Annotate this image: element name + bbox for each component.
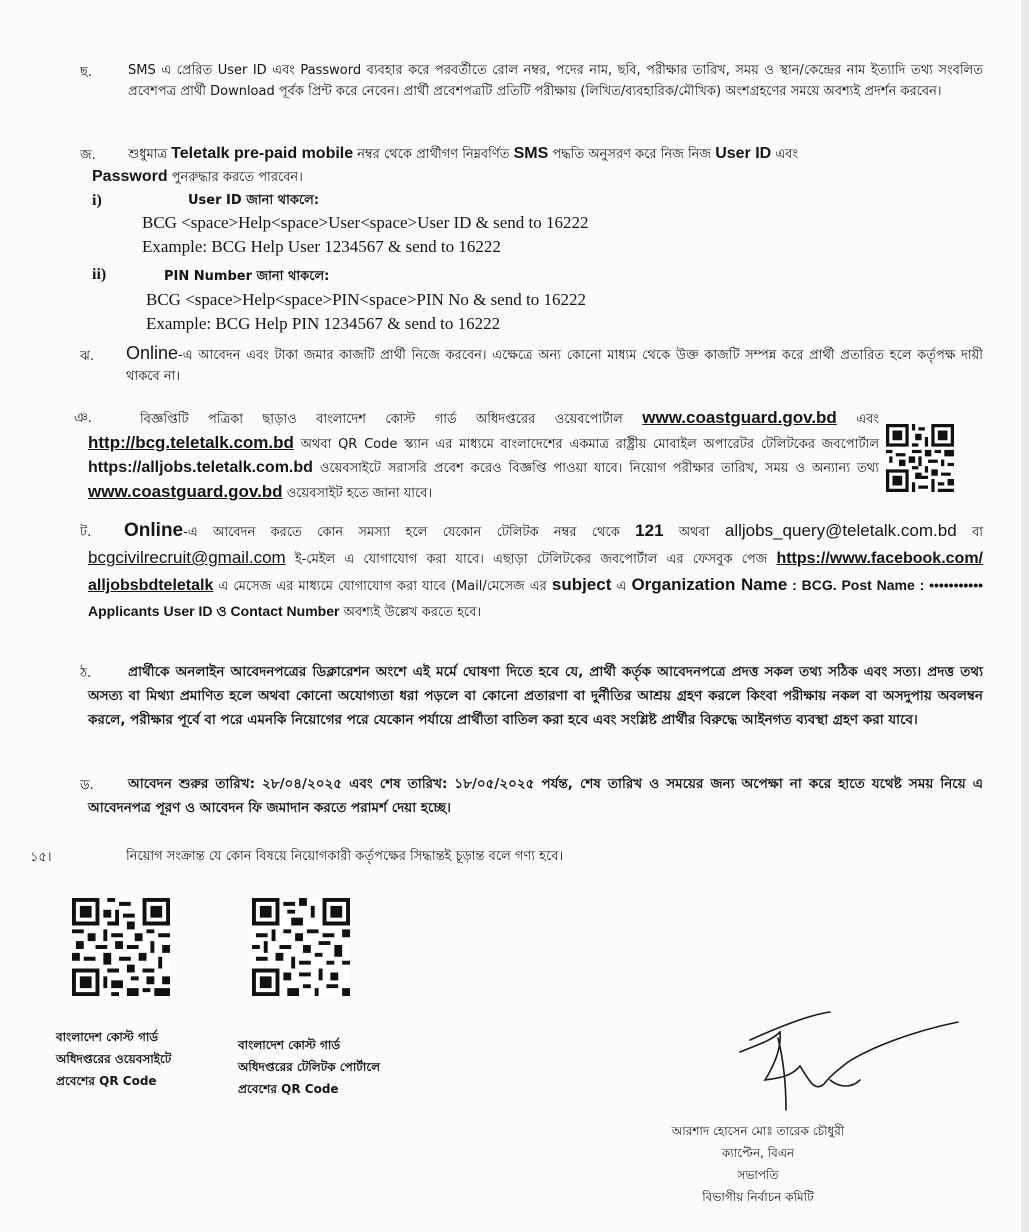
sms-example-line: Example: BCG Help PIN 1234567 & send to 16222: [146, 314, 501, 333]
qr-code-icon[interactable]: [886, 424, 954, 492]
link-bcg-teletalk[interactable]: http://bcg.teletalk.com.bd: [88, 433, 294, 452]
link-coastguard[interactable]: www.coastguard.gov.bd: [642, 408, 837, 427]
sub-marker: ii): [92, 266, 107, 283]
sub-heading: User ID জানা থাকলে:: [188, 193, 320, 208]
qr-code-icon[interactable]: [252, 898, 350, 996]
sms-format-line: BCG <space>Help<space>User<space>User ID & send to 16222: [142, 213, 589, 232]
signatory-name: আরশাদ হোসেন মোঃ তারেক চৌধুরী: [671, 1124, 845, 1138]
item-cha-text: SMS এ প্রেরিত User ID এবং Password ব্যবহার করে পরবর্তীতে রোল নম্বর, পদের নাম, ছবি, পরীক্ষার তারিখ, সময় ও স্থান/কেন্দ্রের নাম ইত্যাদি তথ্য সংবলিত প্রবেশপত্র প্রার্থী Download পূর্বক প্রিন্ট করে নেবেন। প্রার্থী প্রবেশপত্রটি প্রতিটি পরীক্ষায় (লিখিত/ব্যবহারিক/মৌখিক) অংশগ্রহণের সময়ে অবশ্যই প্রদর্শন করবেন।: [128, 63, 983, 99]
item-marker: ঠ.: [80, 666, 92, 681]
sub-heading: PIN Number জানা থাকলে:: [164, 269, 330, 284]
item-tha-text: প্রার্থীকে অনলাইন আবেদনপত্রের ডিক্লারেশন অংশে এই মর্মে ঘোষণা দিতে হবে যে, প্রার্থী কর্তৃক আবেদনপত্রে প্রদত্ত সকল তথ্য সঠিক এবং সত্য। প্রদত্ত তথ্য অসত্য বা মিথ্যা প্রমাণিত হলে অথবা কোনো অযোগ্যতা ধরা পড়লে বা কোনো প্রতারণা বা দুর্নীতির আশ্রয় গ্রহণ করলে কিংবা পরীক্ষায় নকল বা অসদুপায় অবলম্বন করলে, পরীক্ষার পূর্বে বা পরে এমনকি নিয়োগের পরে যেকোন পর্যায়ে প্রার্থীতা বাতিল করা হবে এবং সংশ্লিষ্ট প্রার্থীর বিরুদ্ধে আইনগত ব্যবস্থা গ্রহণ করা যাবে।: [88, 664, 983, 728]
signatory-committee: বিভাগীয় নির্বাচন কমিটি: [702, 1190, 814, 1204]
signatory-role: সভাপতি: [737, 1168, 779, 1182]
item-ta-text: Online-এ আবেদন করতে কোন সমস্যা হলে যেকোন টেলিটক নম্বর থেকে 121 অথবা alljobs_query@teletalk.com.bd বা bcgcivilrecruit@gmail.com ই-মেইল এ যোগাযোগ করা যাবে। এছাড়া টেলিটকের জবপোর্টাল এর ফেসবুক পেজ https://www.facebook.com/ alljobsbdteletalk এ মেসেজ এর মাধ্যমে যোগাযোগ করা যাবে (Mail/মেসেজ এর subject এ Organization Name : BCG. Post Name : ••••••••••• Applicants User ID ও Contact Number অবশ্যই উল্লেখ করতে হবে।: [88, 520, 984, 620]
qr-caption-left: বাংলাদেশ কোস্ট গার্ড অধিদপ্তরের ওয়েবসাইটে প্রবেশের QR Code: [56, 1030, 172, 1088]
item-marker: ঝ.: [80, 349, 94, 364]
item-marker: ছ.: [80, 65, 93, 80]
item-marker: ঞ.: [74, 411, 92, 426]
item-da-text: আবেদন শুরুর তারিখ: ২৮/০৪/২০২৫ এবং শেষ তারিখ: ১৮/০৫/২০২৫ পর্যন্ত, শেষ তারিখ ও সময়ের জন্য অপেক্ষা না করে হাতে যথেষ্ট সময় নিয়ে এ আবেদনপত্র পূরণ ও আবেদন ফি জমাদান করতে পরামর্শ দেয়া হচ্ছে।: [88, 776, 983, 816]
sms-format-line: BCG <space>Help<space>PIN<space>PIN No & send to 16222: [146, 290, 586, 309]
signatory-block: [598, 1120, 918, 1208]
sub-marker: i): [92, 192, 102, 209]
sms-example-line: Example: BCG Help User 1234567 & send to 16222: [142, 237, 501, 256]
link-alljobs[interactable]: https://alljobs.teletalk.com.bd: [88, 459, 313, 476]
link-facebook-page[interactable]: https://www.facebook.com/ alljobsbdteletalk: [88, 550, 983, 594]
qr-caption-right: বাংলাদেশ কোস্ট গার্ড অধিদপ্তরের টেলিটক পোর্টালে প্রবেশের QR Code: [238, 1038, 381, 1096]
link-alljobs-email[interactable]: alljobs_query@teletalk.com.bd: [724, 521, 957, 540]
item-nya-text: বিজ্ঞপ্তিটি পত্রিকা ছাড়াও বাংলাদেশ কোস্ট গার্ড অধিদপ্তরের ওয়েবপোর্টাল www.coastguard.gov.bd এবং http://bcg.teletalk.com.bd অথবা QR Code স্ক্যান এর মাধ্যমে বাংলাদেশের একমাত্র রাষ্ট্রীয় মোবাইল অপারেটর টেলিটকের জবপোর্টাল https://alljobs.teletalk.com.bd ওয়েবসাইটে সরাসরি প্রবেশ করেও বিজ্ঞপ্তি পাওয়া যাবে। নিয়োগ পরীক্ষার তারিখ, সময় ও অন্যান্য তথ্য www.coastguard.gov.bd ওয়েবসাইট হতে জানা যাবে।: [88, 408, 879, 501]
item-ja-text: শুধুমাত্র Teletalk pre-paid mobile নম্বর থেকে প্রার্থীগণ নিম্নবর্ণিত SMS পদ্ধতি অনুসরণ করে নিজ নিজ User ID এবং: [128, 145, 799, 162]
item-marker: জ.: [80, 148, 96, 163]
item-marker: ১৫।: [30, 850, 52, 865]
scan-edge: [1021, 0, 1029, 1232]
link-coastguard[interactable]: www.coastguard.gov.bd: [88, 482, 283, 501]
qr-code-icon[interactable]: [72, 898, 170, 996]
link-bcg-email[interactable]: bcgcivilrecruit@gmail.com: [88, 548, 286, 567]
item-marker: ট.: [80, 525, 92, 540]
item-jha-text: Online-এ আবেদন এবং টাকা জমার কাজটি প্রার্থী নিজে করবেন। এক্ষেত্রে অন্য কোনো মাধ্যম থেকে উক্ত কাজটি সম্পন্ন করে প্রার্থী প্রতারিত হলে কর্তৃপক্ষ দায়ী থাকবে না।: [126, 343, 983, 384]
item-ja-text-line2: Password পুনরুদ্ধার করতে পারবেন।: [92, 168, 303, 185]
item-marker: ড.: [80, 778, 94, 793]
signatory-rank: ক্যাপ্টেন, বিএন: [721, 1146, 795, 1160]
item-fifteen-text: নিয়োগ সংক্রান্ত যে কোন বিষয়ে নিয়োগকারী কর্তৃপক্ষের সিদ্ধান্তই চূড়ান্ত বলে গণ্য হবে।: [126, 849, 564, 864]
